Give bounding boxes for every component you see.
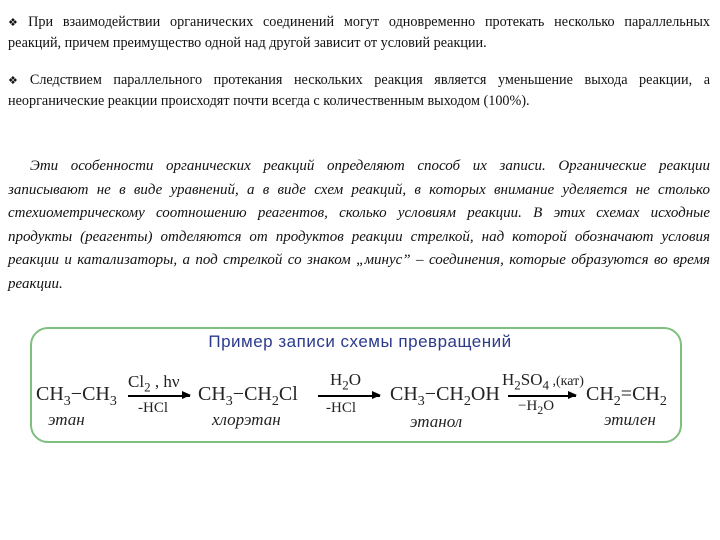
arrow2-byproduct: -HCl	[326, 400, 356, 416]
name-ethylene: этилен	[604, 410, 656, 429]
paragraph-scheme-notation: Эти особенности органических реакций определяют способ их записи. Органические реакции записывают не в виде уравнений, а в виде схем реакций, в которых внимание уделяется не столько стехиометрическому соотношению реагентов, сколько условиям реакции. В этих схемах исходные продукты (реагенты) отделяются от продуктов реакции стрелкой, над которой обозначают условия реакции и катализаторы, а под стрелкой со знаком „минус” – соединения, которые образуются во время реакции.	[8, 158, 710, 292]
formula-ethylene: $CH_2=CH_2$	[586, 383, 667, 409]
name-chloroethane: хлорэтан	[212, 410, 281, 429]
arrow1-condition: $Cl_2$ , hν	[128, 372, 180, 395]
diamond-bullet-icon: ❖	[8, 16, 25, 29]
formula-ethane: $CH_3-CH_3$	[36, 383, 117, 409]
arrow3-condition: $H_2SO_4$ ,(кат)	[502, 370, 584, 393]
reaction-arrow-3	[508, 395, 576, 397]
paragraph-text: При взаимодействии органических соединений могут одновременно протекать несколько параллельных реакций, причем преимущество одной над другой зависит от условий реакции.	[8, 14, 710, 51]
diamond-bullet-icon: ❖	[8, 74, 26, 87]
paragraph-parallel-reactions	[8, 12, 710, 54]
name-ethanol: этанол	[410, 412, 463, 431]
arrow2-condition: $H_2O$	[330, 370, 362, 393]
arrow3-byproduct: $-H_2O$	[518, 398, 555, 417]
paragraph-yield	[8, 70, 710, 112]
formula-ethanol: $CH_3-CH_2OH$	[390, 383, 500, 409]
scheme-title: Пример записи схемы превращений	[208, 332, 512, 351]
reaction-arrow-2	[318, 395, 380, 397]
reaction-arrow-1	[128, 395, 190, 397]
formula-chloroethane: $CH_3-CH_2Cl$	[198, 383, 298, 409]
paragraph-text: Следствием параллельного протекания нескольких реакция является уменьшение выхода реакции, а неорганические реакции происходят почти всегда с количественным выходом (100%).	[8, 72, 710, 109]
name-ethane: этан	[48, 410, 85, 429]
arrow1-byproduct: -HCl	[138, 400, 168, 416]
